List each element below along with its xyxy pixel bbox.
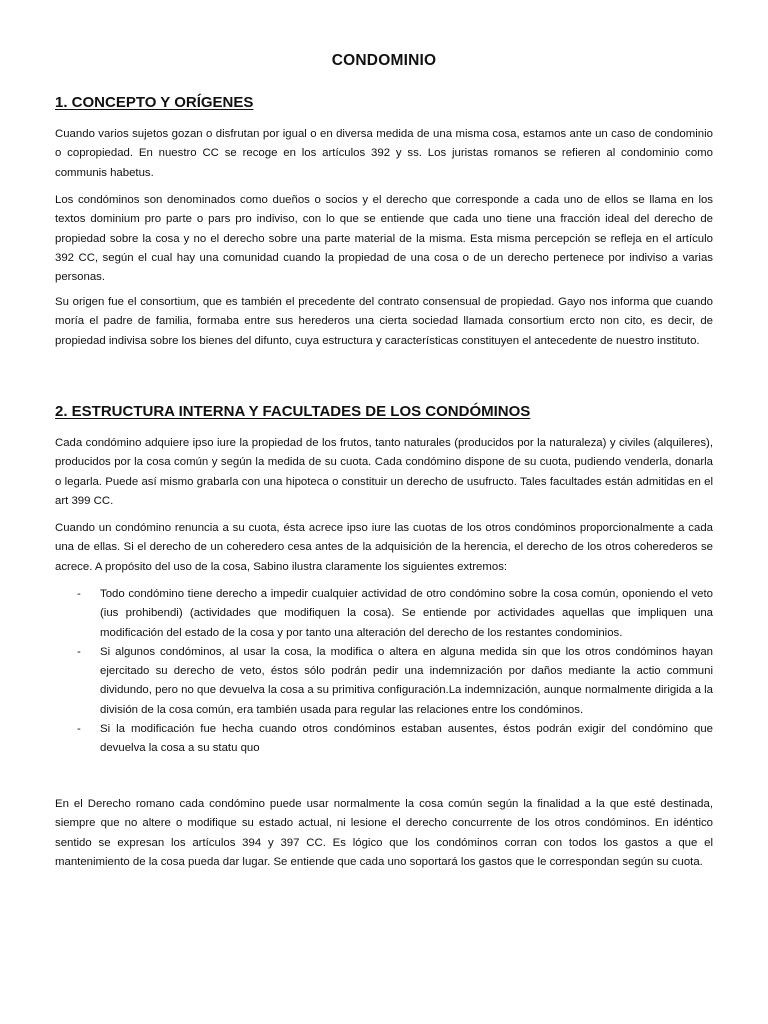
- bullet-list: [55, 585, 713, 759]
- section-heading-1: 1. CONCEPTO Y ORÍGENES: [55, 94, 254, 111]
- list-item: [55, 720, 713, 759]
- list-item: [55, 585, 713, 643]
- list-item-text: Si la modificación fue hecha cuando otros condóminos estaban ausentes, éstos podrán exigir del condómino que devuelva la cosa a su statu quo: [100, 723, 713, 755]
- paragraph: Su origen fue el consortium, que es también el precedente del contrato consensual de propiedad. Gayo nos informa que cuando moría el padre de familia, formaba entre sus herederos una cierta sociedad llamada consortium ercto non cito, es decir, de propiedad indivisa sobre los bienes del difunto, cuya estructura y características constituyen el antecedente de nuestro instituto.: [55, 296, 713, 347]
- section-heading-2: 2. ESTRUCTURA INTERNA Y FACULTADES DE LOS CONDÓMINOS: [55, 403, 531, 420]
- paragraph: Los condóminos son denominados como dueños o socios y el derecho que corresponde a cada uno de ellos se llama en los textos dominium pro parte o pars pro indiviso, con lo que se entiende que cada uno tiene una fracción ideal del derecho de propiedad sobre la cosa y no el derecho sobre una parte material de la misma. Esta misma percepción se refleja en el artículo 392 CC, según el cual hay una comunidad cuando la propiedad de una cosa o de un derecho pertenece por indiviso a varias personas.: [55, 194, 713, 284]
- paragraph: Cada condómino adquiere ipso iure la propiedad de los frutos, tanto naturales (producidos por la naturaleza) y civiles (alquileres), producidos por la cosa común y según la medida de su cuota. Cada condómino dispone de su cuota, pudiendo venderla, donarla o legarla. Puede así mismo grabarla con una hipoteca o constituir un derecho de usufructo. Tales facultades están admitidas en el art 399 CC.: [55, 437, 713, 507]
- list-item-text: Todo condómino tiene derecho a impedir cualquier actividad de otro condómino sobre la cosa común, oponiendo el veto (ius prohibendi) (actividades que modifiquen la cosa). Se entiende por actividades aquellas que impliquen una modificación del estado de la cosa y por tanto una alteración del derecho de los restantes condominios.: [100, 588, 713, 639]
- list-item: [55, 643, 713, 720]
- paragraph: Cuando varios sujetos gozan o disfrutan por igual o en diversa medida de una misma cosa, estamos ante un caso de condominio o copropiedad. En nuestro CC se recoge en los artículos 392 y ss. Los juristas romanos se refieren al condominio como communis habetus.: [55, 128, 713, 179]
- list-item-text: Si algunos condóminos, al usar la cosa, la modifica o altera en alguna medida sin que los otros condóminos hayan ejercitado su derecho de veto, éstos sólo podrán pedir una indemnización por daños mediante la actio communi dividundo, pero no que devuelva la cosa a su primitiva configuración.La indemnización, aunque normalmente dirigida a la división de la cosa común, era también usada para regular las relaciones entre los condóminos.: [100, 645, 713, 716]
- bullet-dash: -: [77, 588, 81, 600]
- paragraph: En el Derecho romano cada condómino puede usar normalmente la cosa común según la finalidad a la que esté destinada, siempre que no altere o modifique su estado actual, ni lesione el derecho concurrente de los otros condóminos. En idéntico sentido se expresan los artículos 394 y 397 CC. Es lógico que los condóminos corran con todos los gastos a que el mantenimiento de la cosa pueda dar lugar. Se entiende que cada uno soportará los gastos que le correspondan según su cuota.: [55, 798, 713, 868]
- paragraph: Cuando un condómino renuncia a su cuota, ésta acrece ipso iure las cuotas de los otros condóminos proporcionalmente a cada una de ellas. Si el derecho de un coheredero cesa antes de la adquisición de la herencia, el derecho de los otros coherederos se acrece. A propósito del uso de la cosa, Sabino ilustra claramente los siguientes extremos:: [55, 522, 713, 573]
- document-title: CONDOMINIO: [331, 52, 437, 69]
- bullet-dash: -: [77, 645, 81, 658]
- bullet-dash: -: [77, 723, 81, 736]
